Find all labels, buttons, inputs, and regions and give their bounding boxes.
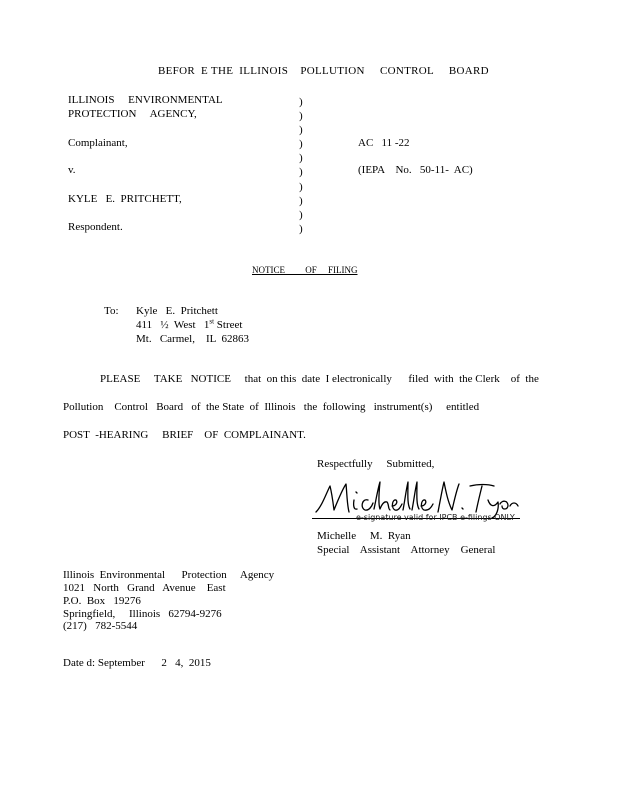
street-ordinal-suffix: st — [209, 317, 215, 326]
to-label: To: — [104, 305, 119, 317]
agency-phone: (217) 782-5544 — [63, 620, 138, 632]
complainant-name-line2: PROTECTION AGENCY, — [68, 108, 197, 120]
case-number: AC 11 -22 — [358, 137, 410, 149]
street-prefix: 411 ½ West 1 — [136, 319, 210, 331]
signer-title: Special Assistant Attorney General — [317, 544, 496, 556]
notice-of-filing-heading: NOTICE OF FILING — [252, 265, 358, 275]
board-title: BEFOR E THE ILLINOIS POLLUTION CONTROL BOARD — [158, 65, 489, 77]
agency-address-line1: Illinois Environmental Protection Agency — [63, 569, 275, 581]
versus-label: v. — [68, 164, 76, 176]
addressee-name: Kyle E. Pritchett — [136, 305, 218, 317]
complainant-name-line1: ILLINOIS ENVIRONMENTAL — [68, 94, 223, 106]
body-line-3: POST -HEARING BRIEF OF COMPLAINANT. — [63, 429, 306, 441]
handwritten-signature — [312, 476, 522, 518]
agency-address-line2: 1021 North Grand Avenue East — [63, 582, 226, 594]
body-line-2: Pollution Control Board of the State of Illinois the following instrument(s) entitled — [63, 401, 480, 413]
respondent-role: Respondent. — [68, 221, 123, 233]
closing-text: Respectfully Submitted, — [317, 458, 435, 470]
signature-validity-caption: e-signature valid for IPCB e-filings ONLY — [356, 513, 515, 522]
addressee-city: Mt. Carmel, IL 62863 — [136, 333, 249, 345]
agency-address-line4: Springfield, Illinois 62794-9276 — [63, 608, 222, 620]
addressee-street — [136, 319, 242, 331]
respondent-name: KYLE E. PRITCHETT, — [68, 193, 182, 205]
caption-parenthesis-column: ) ) ) ) ) ) ) ) ) ) — [299, 96, 303, 235]
body-line-1: PLEASE TAKE NOTICE that on this date I electronically filed with the Clerk of the — [100, 373, 539, 385]
complainant-role: Complainant, — [68, 137, 128, 149]
street-suffix: Street — [214, 319, 243, 331]
iepa-number: (IEPA No. 50-11- AC) — [358, 164, 473, 176]
date-line: Date d: September 2 4, 2015 — [63, 657, 211, 669]
signer-name: Michelle M. Ryan — [317, 530, 411, 542]
agency-address-line3: P.O. Box 19276 — [63, 595, 141, 607]
